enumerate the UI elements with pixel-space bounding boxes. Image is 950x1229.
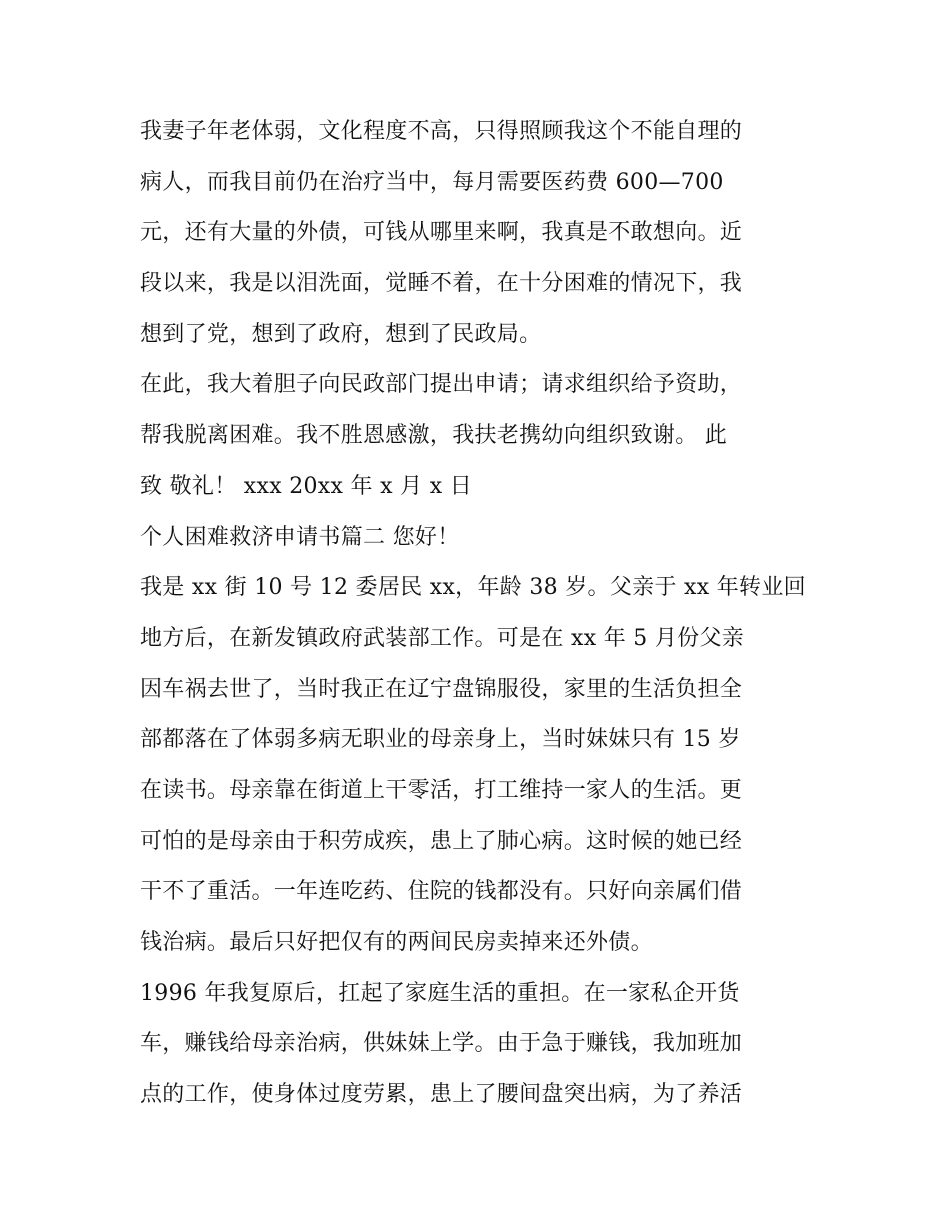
text-line: 因车祸去世了，当时我正在辽宁盘锦服役，家里的生活负担全 — [140, 676, 743, 702]
text-line: 车，赚钱给母亲治病，供妹妹上学。由于急于赚钱，我加班加 — [140, 1031, 743, 1057]
text-line: 在此，我大着胆子向民政部门提出申请；请求组织给予资助， — [140, 372, 743, 398]
section-heading: 个人困难救济申请书篇二 您好！ — [140, 524, 460, 550]
text-line: 想到了党，想到了政府，想到了民政局。 — [140, 321, 542, 347]
text-line: 我是 xx 街 10 号 12 委居民 xx，年龄 38 岁。父亲于 xx 年转业回 — [140, 575, 806, 601]
text-line: 点的工作，使身体过度劳累，患上了腰间盘突出病，为了养活 — [140, 1082, 743, 1108]
text-line: 钱治病。最后只好把仅有的两间民房卖掉来还外债。 — [140, 930, 653, 955]
text-line: 在读书。母亲靠在街道上干零活，打工维持一家人的生活。更 — [140, 777, 743, 803]
document-body — [140, 107, 820, 1121]
text-line: 1996 年我复原后，扛起了家庭生活的重担。在一家私企开货 — [140, 980, 740, 1006]
text-line: 元，还有大量的外债，可钱从哪里来啊，我真是不敢想向。近 — [140, 220, 743, 246]
text-line: 病人，而我目前仍在治疗当中，每月需要医药费 600—700 — [140, 169, 724, 195]
text-line: 致 敬礼！ xxx 20xx 年 x 月 x 日 — [140, 473, 472, 499]
text-line: 段以来，我是以泪洗面，觉睡不着，在十分困难的情况下，我 — [140, 271, 743, 297]
text-line: 可怕的是母亲由于积劳成疾，患上了肺心病。这时候的她已经 — [140, 828, 743, 854]
text-line: 部都落在了体弱多病无职业的母亲身上，当时妹妹只有 15 岁 — [140, 727, 741, 753]
text-line: 地方后，在新发镇政府武装部工作。可是在 xx 年 5 月份父亲 — [140, 625, 745, 651]
text-line: 干不了重活。一年连吃药、住院的钱都没有。只好向亲属们借 — [140, 879, 743, 905]
text-line: 帮我脱离困难。我不胜恩感激，我扶老携幼向组织致谢。 此 — [140, 423, 728, 449]
text-line: 我妻子年老体弱，文化程度不高，只得照顾我这个不能自理的 — [140, 119, 743, 144]
